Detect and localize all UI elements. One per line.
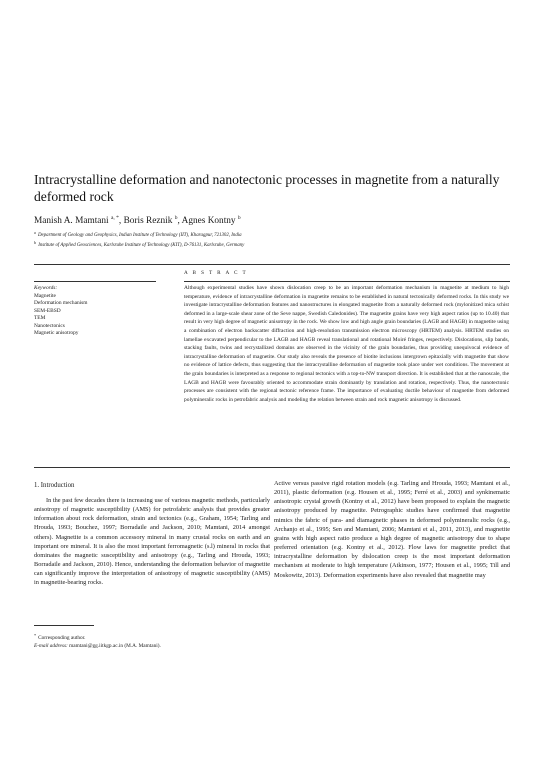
affiliation-marker: a [34,230,36,235]
affiliations [34,229,504,250]
keyword-item: Magnetite [34,292,56,299]
intro-paragraph: Active versus passive rigid rotation models (e.g. Tarling and Hrouda, 1993; Mamtani et al., 2011), plastic deformation (e.g. Housen et al., 1995; Ferré et al., 2003) and synkinematic anisotropic crystal growth (Kontny et al., 2012) have been proposed to explain the magnetic anisotropy produced by magnetite. Petrographic studies have confirmed that magnetite mimics the fabric of para- and diamagnetic phases in deformed polymineralic rocks (e.g., Archanjo et al., 1995; Sen and Mamtani, 2006; Mamtani et al., 2011, 2013), and magnetite grains with high aspect ratio produce a high degree of magnetic anisotropy due to shape preferred orientation (e.g. Kontny et al., 2012). Flow laws for magnetite predict that intracrystalline deformation by dislocation creep is the most important deformation mechanism at moderate to high temperature (Atkinson, 1977; Housen et al., 1995; Till and Moskowitz, 2013). Deformation experiments have also revealed that magnetite may [274,480,510,579]
keyword-item: TEM [34,315,46,321]
abstract-text: Although experimental studies have shown dislocation creep to be an important deformation mechanism in magnetite at medium to high temperature, evidence of intracrystalline deformation in magnetite remains to be established in natural tectonically deformed rocks. In this study we investigate intracrystalline deformation features and nanostructures in elongated magnetite from a naturally deformed rock (mylonitized mica schist deformed in a large-scale shear zone of the Seve nappe, Swedish Caledonides). The magnetite grains have very high aspect ratios (up to 10.40) that result in very high degree of magnetic anisotropy in the rock. We show low and high angle grain boundaries (LAGB and HAGB) in magnetite using a combination of electron backscatter diffraction and high-resolution transmission electron microscopy (HRTEM) analysis. HRTEM studies on lamellae excavated perpendicular to the LAGB and HAGB reveal translational and rotational Moiré fringes, respectively. Dislocations, slip bands, stacking faults, twins and recrystallized domains are observed in the vicinity of the grain boundaries, thus providing unequivocal evidence of intracrystalline deformation of magnetite. Our study also reveals the presence of biotite inclusions intergrown epitaxially with magnetite that show no evidence of lattice defects, thus suggesting that the intracrystalline deformation of magnetite took place under wet conditions. The movement at the grain boundaries is interpreted as a response to regional tectonics with a top-to-NW transport direction. It is established that at the nanoscale, the LAGB and HAGB were favourably oriented to accommodate strain dominantly by translation and rotation, respectively. Thus, the nanotectonic processes are consistent with the regional tectonic reference frame. The importance of evaluating ductile behaviour of magnetite from deformed polymineralic rocks in petrofabric analysis and modeling the relation between strain and rock magnetic anisotropy is discussed. [184,285,509,403]
author-name: Agnes Kontny [181,216,236,226]
footnote-corresponding [34,632,274,643]
keyword-item: SEM-EBSD [34,307,61,314]
author-list: Manish A. Mamtani $^{a, *}$, Boris Reznik $^b$, Agnes Kontny $^b$ [34,215,241,226]
author-affil-marker: a, * [110,215,119,221]
intro-column-left [34,496,270,611]
divider [34,281,156,282]
keyword-item: Nanotectonics [34,322,65,329]
divider [34,264,510,265]
article-title: Intracrystalline deformation and nanotectonic processes in magnetite from a naturally deformed rock [34,172,500,204]
intro-column-right [274,479,510,615]
email-link[interactable]: mamtani@gg.iitkgp.ac.in (M.A. Mamtani). [69,642,161,649]
affiliation-item [34,239,504,249]
affiliation-item [34,229,504,239]
affiliation-text: Institute of Applied Geosciences, Karlsruhe Institute of Technology (KIT), D-76131, Karlsruhe, Germany [38,243,245,249]
affiliation-marker: b [34,240,36,246]
keyword-item: Magnetic anisotropy [34,330,79,336]
footnote-email [34,643,274,651]
abstract-heading: A B S T R A C T [184,270,248,276]
section-heading-introduction: 1. Introduction [34,482,75,489]
footnote [34,632,274,651]
footnote-marker: * [34,633,37,638]
keyword-item: Deformation mechanism [34,300,88,306]
author-affil-marker: b [174,215,178,221]
divider [34,467,510,468]
divider [184,281,510,282]
footnote-label: Corresponding author. [38,635,86,641]
intro-paragraph: In the past few decades there is increasing use of various magnetic methods, particularly anisotropy of magnetic susceptibility (AMS) for petrofabric analysis that provides greater information about rock deformation, strain and tectonics (e.g., Graham, 1954; Tarling and Hrouda, 1993; Bouchez, 1997; Borradaile and Jackson, 2010; Mamtani, 2014 amongst others). Magnetite is a common accessory mineral in many crustal rocks on earth and an important ore mineral. It is also the most important ferromagnetic (s.l) mineral in rocks that dominates the magnetic susceptibility and anisotropy (e.g., Tarling and Hrouda, 1993; Borradaile and Jackson, 2010). Hence, understanding the deformation behavior of magnetite can significantly improve the interpretation of anisotropy of magnetic susceptibility (AMS) in magnetite-bearing rocks. [34,497,270,587]
author-name: Boris Reznik [123,216,173,226]
author-name: Manish A. Mamtani [34,216,109,226]
author-affil-marker: b [237,215,241,221]
footnote-divider [34,625,94,626]
email-label: E-mail address: [34,642,68,649]
affiliation-text: Department of Geology and Geophysics, Indian Institute of Technology (IIT), Kharagpur, 721302, India [38,233,242,238]
keywords-block [34,285,154,338]
keywords-label: Keywords: [34,285,58,291]
